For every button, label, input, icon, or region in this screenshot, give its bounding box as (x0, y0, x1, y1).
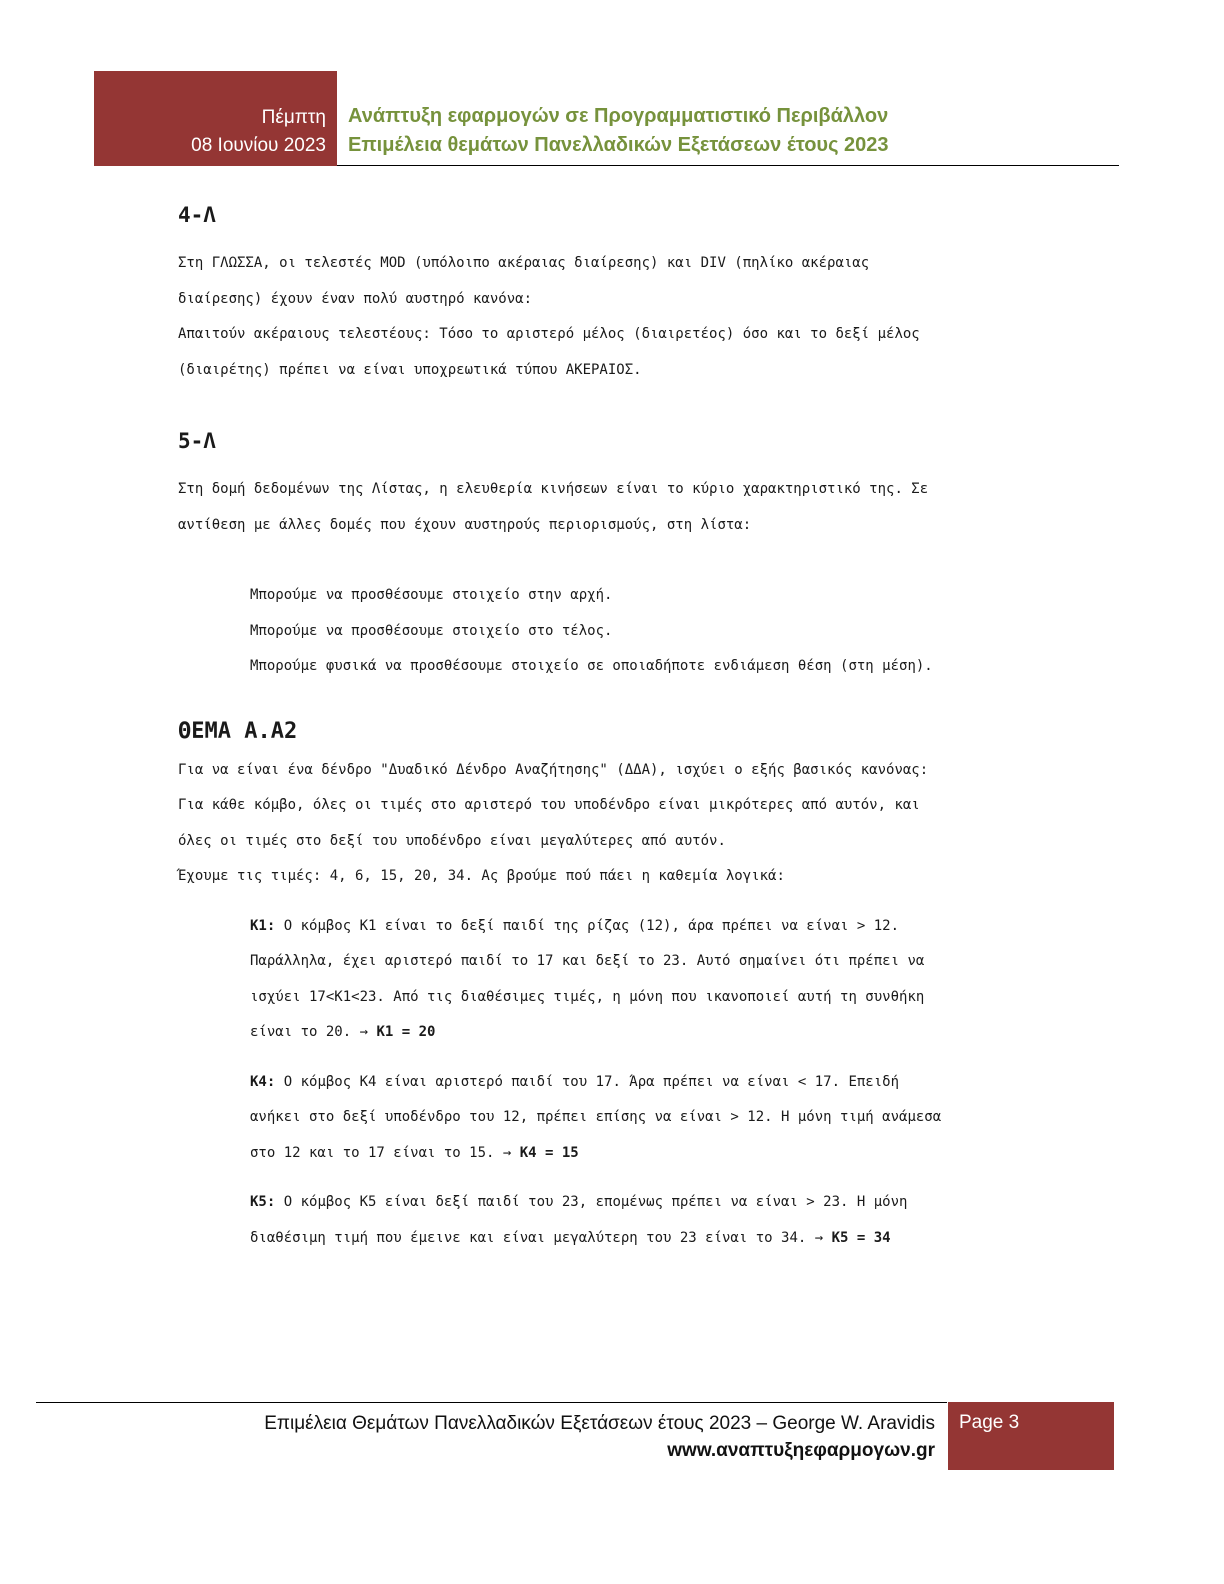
header-title-line2: Επιμέλεια θεμάτων Πανελλαδικών Εξετάσεων έτους 2023 (348, 134, 889, 156)
paragraph-line: Στη ΓΛΩΣΣΑ, οι τελεστές MOD (υπόλοιπο ακέραιας διαίρεσης) και DIV (πηλίκο ακέραιας (178, 255, 870, 271)
k4-label: Κ4: (250, 1073, 276, 1090)
k4-line: στο 12 και το 17 είναι το 15. → Κ4 = 15 (250, 1144, 579, 1161)
k1-line: Παράλληλα, έχει αριστερό παιδί το 17 και δεξί το 23. Αυτό σημαίνει ότι πρέπει να (250, 953, 925, 969)
paragraph-line: (διαιρέτης) πρέπει να είναι υποχρεωτικά τύπου ΑΚΕΡΑΙΟΣ. (178, 361, 642, 378)
paragraph-line: όλες οι τιμές στο δεξί του υποδένδρο είναι μεγαλύτερες από αυτόν. (178, 832, 726, 849)
paragraph-line: Έχουμε τις τιμές: 4, 6, 15, 20, 34. Ας βρούμε πού πάει η καθεμία λογικά: (178, 868, 785, 884)
header-rule (337, 165, 1119, 166)
k4-result: Κ4 = 15 (519, 1144, 579, 1161)
paragraph-line: Για κάθε κόμβο, όλες οι τιμές στο αριστερό του υποδένδρο είναι μικρότερες από αυτόν, και (178, 797, 920, 813)
k1-result: Κ1 = 20 (376, 1024, 436, 1040)
k5-label: Κ5: (250, 1194, 276, 1210)
paragraph-line: αντίθεση με άλλες δομές που έχουν αυστηρούς περιορισμούς, στη λίστα: (178, 516, 752, 533)
list-item: Μπορούμε να προσθέσουμε στοιχείο στην αρχή. (250, 587, 613, 603)
footer-rule (36, 1402, 947, 1403)
section-a2-heading: ΘΕΜΑ Α.Α2 (178, 718, 298, 744)
header-date-box (94, 71, 337, 166)
footer-credit: Επιμέλεια Θεμάτων Πανελλαδικών Εξετάσεων έτους 2023 – George W. Aravidis (264, 1413, 935, 1434)
k4-line: Κ4: Ο κόμβος Κ4 είναι αριστερό παιδί του 17. Άρα πρέπει να είναι < 17. Επειδή (250, 1073, 900, 1090)
page-number-box (948, 1402, 1114, 1470)
k5-block (178, 1185, 1058, 1256)
header-day: Πέμπτη (261, 107, 326, 128)
section-4-heading: 4-Λ (178, 203, 216, 227)
k1-label: Κ1: (250, 917, 276, 934)
list-item: Μπορούμε φυσικά να προσθέσουμε στοιχείο σε οποιαδήποτε ενδιάμεση θέση (στη μέση). (250, 658, 933, 674)
k1-block (178, 909, 1058, 1051)
k4-block (178, 1065, 1058, 1172)
page-content (178, 198, 1058, 1256)
k1-line: είναι το 20. → Κ1 = 20 (250, 1024, 436, 1040)
paragraph-line: Για να είναι ένα δένδρο "Δυαδικό Δένδρο Αναζήτησης" (ΔΔΑ), ισχύει ο εξής βασικός κανόνας: (178, 761, 929, 778)
header-title-line1: Ανάπτυξη εφαρμογών σε Προγραμματιστικό Περιβάλλον (348, 105, 889, 127)
page-number: Page 3 (959, 1412, 1020, 1433)
k1-line: Κ1: Ο κόμβος Κ1 είναι το δεξί παιδί της ρίζας (12), άρα πρέπει να είναι > 12. (250, 917, 900, 934)
k4-line: ανήκει στο δεξί υποδένδρο του 12, πρέπει επίσης να είναι > 12. Η μόνη τιμή ανάμεσα (250, 1109, 942, 1125)
list-item: Μπορούμε να προσθέσουμε στοιχείο στο τέλος. (250, 622, 613, 639)
paragraph-line: διαίρεσης) έχουν έναν πολύ αυστηρό κανόνα: (178, 290, 533, 307)
footer-text (264, 1410, 935, 1464)
footer-url: www.αναπτυξηεφαρμογων.gr (667, 1440, 935, 1461)
paragraph-line: Απαιτούν ακέραιους τελεστέους: Τόσο το αριστερό μέλος (διαιρετέος) όσο και το δεξί μέλος (178, 326, 920, 342)
header-title (348, 102, 889, 160)
paragraph-line: Στη δομή δεδομένων της Λίστας, η ελευθερία κινήσεων είναι το κύριο χαρακτηριστικό της. Σε (178, 481, 929, 497)
k5-line: Κ5: Ο κόμβος Κ5 είναι δεξί παιδί του 23, επομένως πρέπει να είναι > 23. Η μόνη (250, 1194, 908, 1210)
k5-result: Κ5 = 34 (831, 1229, 891, 1246)
k5-line: διαθέσιμη τιμή που έμεινε και είναι μεγαλύτερη του 23 είναι το 34. → Κ5 = 34 (250, 1229, 891, 1246)
header-date: 08 Ιουνίου 2023 (191, 135, 326, 156)
k1-line: ισχύει 17<Κ1<23. Από τις διαθέσιμες τιμές, η μόνη που ικανοποιεί αυτή τη συνθήκη (250, 988, 925, 1005)
section-5-heading: 5-Λ (178, 429, 216, 453)
